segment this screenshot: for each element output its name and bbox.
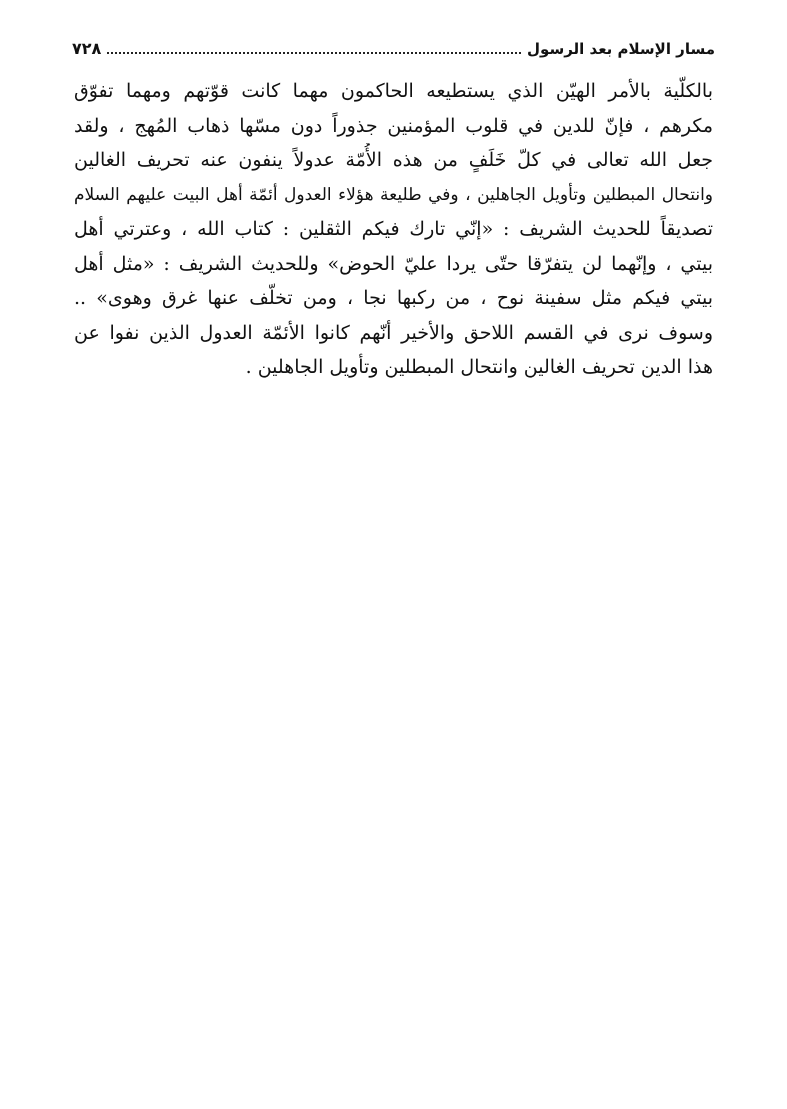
running-header [72, 30, 715, 60]
text-line: بيتي فيكم مثل سفينة نوح ، من ركبها نجا ، ومن تخلّف عنها غرق وهوى» .. [74, 287, 713, 309]
book-title: مسار الإسلام بعد الرسول [527, 40, 715, 58]
text-line: مكرهم ، فإنّ للدين في قلوب المؤمنين جذوراً دون مسّها ذهاب المُهج ، ولقد [74, 114, 713, 137]
text-line: تصديقاً للحديث الشريف : «إنّي تارك فيكم الثقلين : كتاب الله ، وعترتي أهل [74, 218, 713, 240]
body-paragraph [74, 74, 713, 385]
text-line: بيتي ، وإنّهما لن يتفرّقا حتّى يردا عليّ الحوض» وللحديث الشريف : «مثل أهل [74, 252, 713, 275]
text-line: وسوف نرى في القسم اللاحق والأخير أنّهم كانوا الأئمّة العدول الذين نفوا عن [74, 321, 713, 344]
text-line: جعل الله تعالى في كلّ خَلَفٍ من هذه الأُمّة عدولاً ينفون عنه تحريف الغالين [74, 149, 713, 171]
text-line: بالكلّية بالأمر الهيّن الذي يستطيعه الحاكمون مهما كانت قوّتهم ومهما تفوّق [74, 80, 713, 102]
text-line: وانتحال المبطلين وتأويل الجاهلين ، وفي طليعة هؤلاء العدول أئمّة أهل البيت عليهم السلام [74, 184, 713, 205]
text-line: هذا الدين تحريف الغالين وانتحال المبطلين وتأويل الجاهلين . [245, 356, 713, 378]
leader-dots [107, 52, 521, 54]
page-number: ٧٢٨ [72, 39, 102, 58]
